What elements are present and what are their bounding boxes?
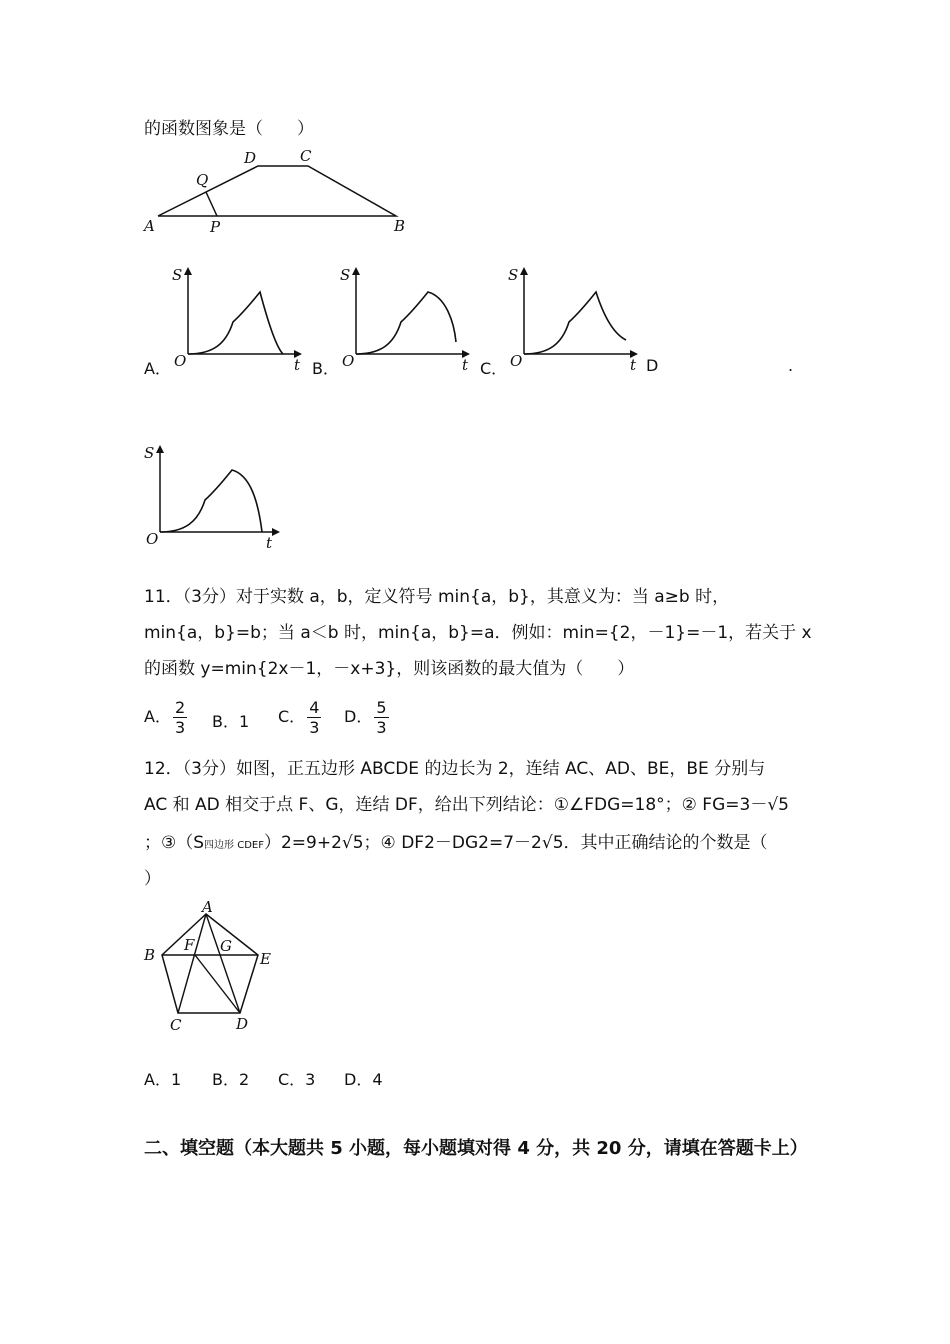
pent-b: B <box>144 946 156 964</box>
diag-ad <box>206 914 240 1013</box>
curve-c <box>524 292 626 354</box>
q12-line1: 12．（3分）如图，正五边形 ABCDE 的边长为 2，连结 AC、AD、BE，BE 分别与 <box>144 759 766 779</box>
q10-option-a[interactable]: A． <box>144 359 171 378</box>
q12-line2: AC 和 AD 相交于点 F、G，连结 DF，给出下列结论：①∠FDG=18°；② FG=3－√5 <box>144 795 789 815</box>
q11-line1: 11．（3分）对于实数 a，b，定义符号 min{a，b}，其意义为：当 a≥b 时， <box>144 587 730 607</box>
q10-option-c[interactable]: C． <box>480 359 508 378</box>
graph-a <box>168 262 308 377</box>
q12-option-a[interactable]: A．1 <box>144 1070 182 1089</box>
label-p: P <box>210 218 221 236</box>
trapezoid-outline <box>158 166 396 216</box>
svg-text:t: t <box>266 534 273 552</box>
segment-pq <box>206 192 217 216</box>
graph-c <box>504 262 644 377</box>
q11-line3: 的函数 y=min{2x－1，－x+3}，则该函数的最大值为（ ） <box>144 659 635 679</box>
seg-df <box>195 955 240 1013</box>
q10-option-d[interactable]: D <box>646 356 659 375</box>
axis-s: S <box>172 266 183 284</box>
q11-option-a[interactable]: A． $\frac{2}{3}$ <box>144 698 186 737</box>
q12-option-d[interactable]: D．4 <box>344 1070 383 1089</box>
q11-option-d[interactable]: D． $\frac{5}{3}$ <box>344 698 387 737</box>
pentagon-outline <box>162 914 258 1013</box>
section-2-title: 二、填空题（本大题共 5 小题，每小题填对得 4 分，共 20 分，请填在答题卡上） <box>144 1138 808 1159</box>
q11-option-c[interactable]: C． $\frac{4}{3}$ <box>278 698 320 737</box>
q10-option-b[interactable]: B． <box>312 359 339 378</box>
curve-d <box>160 470 262 532</box>
label-a: A <box>144 217 155 235</box>
pent-e: E <box>260 950 271 968</box>
pent-a: A <box>202 898 213 916</box>
svg-text:S: S <box>508 266 519 284</box>
svg-text:t: t <box>630 356 637 374</box>
svg-text:O: O <box>510 352 523 370</box>
q12-line4: ） <box>144 869 161 889</box>
q12-option-c[interactable]: C．3 <box>278 1070 316 1089</box>
svg-text:O: O <box>342 352 355 370</box>
axis-t: t <box>294 356 301 374</box>
q10-option-d-dot: . <box>788 356 794 375</box>
pent-c: C <box>170 1016 182 1033</box>
pentagon-figure <box>140 898 280 1033</box>
q10-stem: 的函数图象是（ ） <box>144 119 314 139</box>
svg-text:O: O <box>146 530 159 548</box>
pent-f: F <box>184 936 195 954</box>
curve-b <box>356 292 456 354</box>
svg-text:S: S <box>340 266 351 284</box>
svg-text:S: S <box>144 444 155 462</box>
curve-a <box>188 292 283 354</box>
trapezoid-figure <box>138 140 418 240</box>
label-d: D <box>244 149 257 167</box>
label-q: Q <box>196 171 209 189</box>
q11-line2: min{a，b}=b；当 a＜b 时，min{a，b}=a．例如：min={2，－1}=－1，若关于 x <box>144 623 812 643</box>
svg-text:t: t <box>462 356 469 374</box>
axis-o: O <box>174 352 187 370</box>
pent-g: G <box>220 937 232 955</box>
q12-option-b[interactable]: B．2 <box>212 1070 250 1089</box>
pent-d: D <box>236 1015 249 1033</box>
label-c: C <box>300 147 312 165</box>
q12-line3: ；③（S四边形 CDEF）2=9+2√5；④ DF2－DG2=7－2√5．其中正确结论的个数是（ <box>144 833 768 853</box>
q11-option-b[interactable]: B．1 <box>212 712 250 731</box>
graph-d <box>140 440 290 555</box>
graph-b <box>336 262 476 377</box>
label-b: B <box>394 217 406 235</box>
